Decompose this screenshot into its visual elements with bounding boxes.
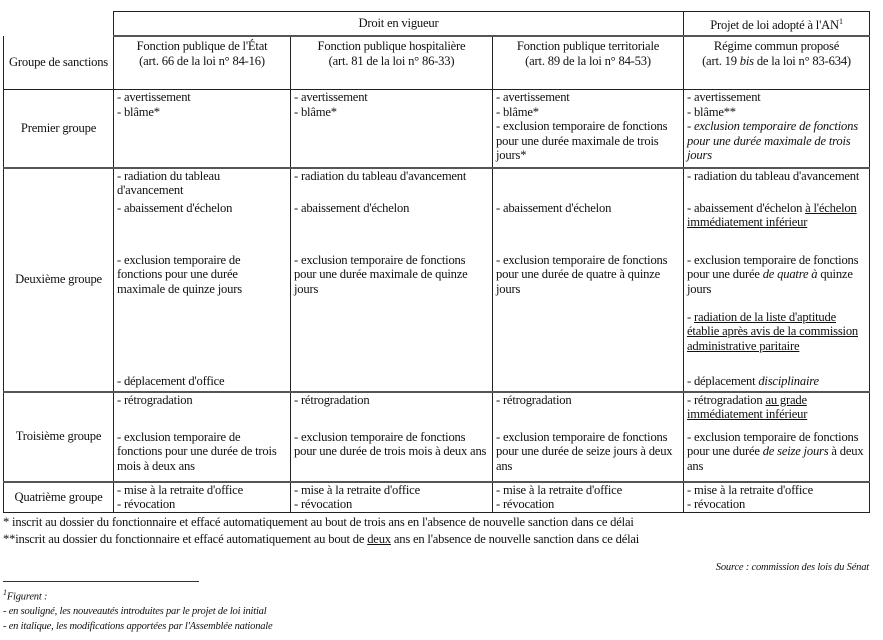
sanction-item bbox=[687, 393, 866, 422]
text-segment: - révocation bbox=[117, 497, 176, 511]
text-segment: - mise à la retraite d'office bbox=[117, 482, 243, 497]
text-segment: - radiation du tableau d'avancement bbox=[294, 168, 467, 183]
sanction-item bbox=[687, 119, 866, 163]
group-label: Deuxième groupe bbox=[4, 168, 114, 392]
note-star-2 bbox=[3, 531, 869, 547]
text-segment: - radiation du tableau d'avancement bbox=[687, 168, 860, 183]
sanction-cell bbox=[684, 310, 870, 374]
text-segment: - abaissement d'échelon bbox=[496, 200, 612, 215]
sanction-cell bbox=[291, 482, 493, 513]
sanction-item bbox=[117, 201, 287, 216]
header-projet-de-loi bbox=[684, 12, 870, 37]
sanction-cell bbox=[493, 430, 684, 482]
table-row bbox=[4, 90, 870, 168]
text-segment: - blâme* bbox=[496, 104, 539, 119]
sanction-item bbox=[687, 430, 866, 474]
column-header-3 bbox=[684, 36, 870, 90]
sanction-item bbox=[294, 201, 489, 216]
sanction-cell bbox=[291, 168, 493, 201]
underlined-text: deux bbox=[367, 531, 391, 546]
table-row bbox=[4, 392, 870, 430]
sanction-item bbox=[117, 169, 287, 198]
underlined-text: au grade immédiatement inférieur bbox=[687, 392, 808, 421]
sanction-item bbox=[294, 169, 489, 184]
text-segment: - mise à la retraite d'office bbox=[294, 482, 420, 497]
column-title: Fonction publique de l'État bbox=[136, 39, 268, 53]
text-segment: - blâme* bbox=[294, 104, 337, 119]
column-legal-ref bbox=[117, 54, 287, 69]
column-title: Régime commun proposé bbox=[713, 39, 840, 53]
text-segment: (art. 89 de la loi n° 84-53) bbox=[525, 53, 651, 68]
sanction-item bbox=[294, 105, 489, 120]
underlined-text: radiation de la liste d'aptitude établie après avis de la commission administrative paritaire bbox=[687, 309, 859, 353]
italic-text: bis bbox=[739, 53, 754, 68]
column-title: Fonction publique territoriale bbox=[516, 39, 660, 53]
text-segment: - déplacement bbox=[687, 373, 759, 388]
sanction-item bbox=[294, 393, 489, 408]
sanction-item bbox=[687, 253, 866, 297]
table-row bbox=[4, 482, 870, 513]
sanction-item bbox=[496, 393, 680, 408]
table-row bbox=[4, 310, 870, 374]
text-segment: (art. 81 de la loi n° 86-33) bbox=[328, 53, 455, 68]
underlined-text: à l'échelon immédiatement inférieur bbox=[687, 200, 857, 229]
text-segment: - exclusion temporaire de fonctions pour une durée de trois mois à deux ans bbox=[294, 429, 487, 458]
sanction-cell bbox=[291, 90, 493, 168]
sanction-cell bbox=[493, 374, 684, 392]
sanction-cell bbox=[291, 201, 493, 253]
text-segment: - bbox=[687, 309, 694, 324]
sanction-cell bbox=[291, 310, 493, 374]
text-segment: - rétrogradation bbox=[294, 392, 370, 407]
sanction-item bbox=[687, 374, 866, 389]
sanction-cell bbox=[114, 482, 291, 513]
text-segment: - rétrogradation bbox=[117, 392, 193, 407]
text-segment: - exclusion temporaire de fonctions pour une durée bbox=[687, 252, 859, 281]
sanction-item bbox=[117, 430, 287, 474]
text-segment: - exclusion temporaire de fonctions pour une durée maximale de quinze jours bbox=[294, 252, 468, 296]
sanction-cell bbox=[114, 374, 291, 392]
text-segment: - abaissement d'échelon bbox=[687, 200, 806, 215]
column-title: Fonction publique hospitalière bbox=[317, 39, 466, 53]
sanction-cell bbox=[114, 90, 291, 168]
column-legal-ref bbox=[496, 54, 680, 69]
text-segment: - révocation bbox=[294, 497, 353, 511]
text-segment: - exclusion temporaire de fonctions pour une durée de seize jours à deux ans bbox=[496, 429, 673, 473]
italic-text: de seize jours bbox=[762, 444, 829, 458]
text-segment: - exclusion temporaire de fonctions pour une durée maximale de quinze jours bbox=[117, 252, 242, 296]
text-segment: - rétrogradation bbox=[496, 392, 572, 407]
footnote-divider bbox=[3, 581, 199, 582]
column-header-1 bbox=[291, 36, 493, 90]
sanction-cell bbox=[114, 253, 291, 310]
sanction-item bbox=[687, 497, 866, 512]
sanction-item bbox=[496, 105, 680, 120]
sanction-item bbox=[687, 90, 866, 105]
text-segment: - déplacement d'office bbox=[117, 373, 225, 388]
text-segment: - mise à la retraite d'office bbox=[496, 482, 622, 497]
sanction-cell bbox=[684, 253, 870, 310]
italic-text: de quatre à bbox=[762, 267, 818, 281]
sanction-cell bbox=[493, 90, 684, 168]
column-legal-ref bbox=[294, 54, 489, 69]
text-segment: (art. 19 bbox=[702, 53, 740, 68]
text-segment: - avertissement bbox=[496, 90, 570, 104]
footnote-line-underline: - en souligné, les nouveautés introduites par le projet de loi initial bbox=[3, 606, 267, 617]
table-row bbox=[4, 374, 870, 392]
sanction-item bbox=[117, 497, 287, 512]
sanction-item bbox=[294, 90, 489, 105]
column-legal-ref bbox=[687, 54, 866, 69]
group-label: Quatrième groupe bbox=[4, 482, 114, 513]
sanction-cell bbox=[493, 392, 684, 430]
text-segment: - blâme* bbox=[117, 104, 160, 119]
table-row bbox=[4, 201, 870, 253]
text-segment: - révocation bbox=[687, 497, 746, 511]
text-segment: (art. 66 de la loi n° 84-16) bbox=[139, 53, 265, 68]
sanction-cell bbox=[684, 168, 870, 201]
table-row bbox=[4, 430, 870, 482]
sanction-item bbox=[687, 201, 866, 230]
sanction-cell bbox=[684, 201, 870, 253]
column-header-0 bbox=[114, 36, 291, 90]
sanction-item bbox=[496, 90, 680, 105]
header-groupe-de-sanctions: Groupe de sanctions bbox=[4, 36, 114, 90]
sanction-cell bbox=[291, 430, 493, 482]
text-segment: **inscrit au dossier du fonctionnaire et effacé automatiquement au bout de bbox=[3, 531, 368, 546]
sanction-cell bbox=[114, 310, 291, 374]
text-segment: - avertissement bbox=[294, 90, 368, 104]
sanction-item bbox=[496, 430, 680, 474]
sanction-cell bbox=[493, 201, 684, 253]
sanction-cell bbox=[114, 201, 291, 253]
footnote-title bbox=[3, 585, 869, 605]
sanction-cell bbox=[493, 482, 684, 513]
sanction-cell bbox=[684, 374, 870, 392]
text-segment: - révocation bbox=[496, 497, 555, 511]
text-segment: - avertissement bbox=[687, 90, 761, 104]
sanction-item bbox=[294, 253, 489, 297]
sanction-cell bbox=[493, 168, 684, 201]
sanction-item bbox=[117, 90, 287, 105]
footnote-ref: 1 bbox=[838, 16, 843, 26]
sanction-item bbox=[117, 483, 287, 498]
italic-text: disciplinaire bbox=[758, 373, 819, 388]
sanction-item bbox=[117, 393, 287, 408]
footnote-line-italic: - en italique, les modifications apportées par l'Assemblée nationale bbox=[3, 621, 273, 632]
italic-text: - exclusion temporaire de fonctions pour une durée maximale de trois jours bbox=[687, 119, 858, 162]
text-segment: - exclusion temporaire de fonctions pour une durée bbox=[687, 429, 859, 458]
text-segment: de la loi n° 83-634) bbox=[753, 53, 851, 68]
text-segment: - exclusion temporaire de fonctions pour une durée maximale de trois jours* bbox=[496, 119, 668, 162]
table-row bbox=[4, 168, 870, 201]
sanction-cell bbox=[684, 90, 870, 168]
blank-corner bbox=[4, 12, 114, 37]
text-segment: ans en l'absence de nouvelle sanction dans ce délai bbox=[390, 531, 640, 546]
sanction-item bbox=[117, 105, 287, 120]
sanction-cell bbox=[291, 392, 493, 430]
sanction-item bbox=[687, 105, 866, 120]
source-credit: Source : commission des lois du Sénat bbox=[715, 561, 869, 573]
footnote-title-text: Figurent : bbox=[6, 591, 48, 602]
text-segment: - abaissement d'échelon bbox=[294, 200, 410, 215]
table-row bbox=[4, 253, 870, 310]
sanction-item bbox=[294, 430, 489, 459]
group-label: Premier groupe bbox=[4, 90, 114, 168]
text-segment: - mise à la retraite d'office bbox=[687, 482, 813, 497]
sanction-item bbox=[117, 374, 287, 389]
sanction-item bbox=[496, 483, 680, 498]
sanction-item bbox=[687, 310, 866, 354]
sanction-cell bbox=[114, 392, 291, 430]
sanction-cell bbox=[291, 374, 493, 392]
sanction-item bbox=[117, 253, 287, 297]
sanction-cell bbox=[684, 482, 870, 513]
sanction-cell bbox=[684, 430, 870, 482]
sanctions-comparison-table bbox=[3, 11, 870, 513]
sanction-item bbox=[496, 497, 680, 512]
sanction-cell bbox=[493, 310, 684, 374]
sanction-item bbox=[496, 119, 680, 163]
text-segment: - abaissement d'échelon bbox=[117, 200, 233, 215]
sanction-cell bbox=[114, 430, 291, 482]
sanction-item bbox=[294, 483, 489, 498]
text-segment: - exclusion temporaire de fonctions pour une durée de trois mois à deux ans bbox=[117, 429, 277, 473]
sanction-item bbox=[496, 201, 680, 216]
column-header-2 bbox=[493, 36, 684, 90]
sanction-cell bbox=[684, 392, 870, 430]
group-label: Troisième groupe bbox=[4, 392, 114, 482]
text-segment: * inscrit au dossier du fonctionnaire et effacé automatiquement au bout de trois ans en l'absence de nouvelle sanction dans ce délai bbox=[3, 514, 634, 529]
text-segment: à deux ans bbox=[687, 444, 864, 473]
sanction-cell bbox=[291, 253, 493, 310]
sanction-cell bbox=[114, 168, 291, 201]
sanction-cell bbox=[493, 253, 684, 310]
sanction-item bbox=[687, 483, 866, 498]
text-segment: quinze jours bbox=[687, 267, 853, 296]
projet-label: Projet de loi adopté à l'AN bbox=[710, 17, 839, 32]
footnote-number: 1 bbox=[3, 587, 7, 597]
text-segment: - rétrogradation bbox=[687, 392, 766, 407]
sanction-item bbox=[496, 253, 680, 297]
sanction-item bbox=[687, 169, 866, 184]
text-segment: - exclusion temporaire de fonctions pour une durée de quatre à quinze jours bbox=[496, 252, 668, 296]
sanction-item bbox=[294, 497, 489, 512]
text-segment: - blâme** bbox=[687, 104, 736, 119]
text-segment: - radiation du tableau d'avancement bbox=[117, 168, 220, 197]
note-star-1 bbox=[3, 514, 869, 530]
text-segment: - avertissement bbox=[117, 90, 191, 104]
header-droit-en-vigueur: Droit en vigueur bbox=[114, 12, 684, 37]
